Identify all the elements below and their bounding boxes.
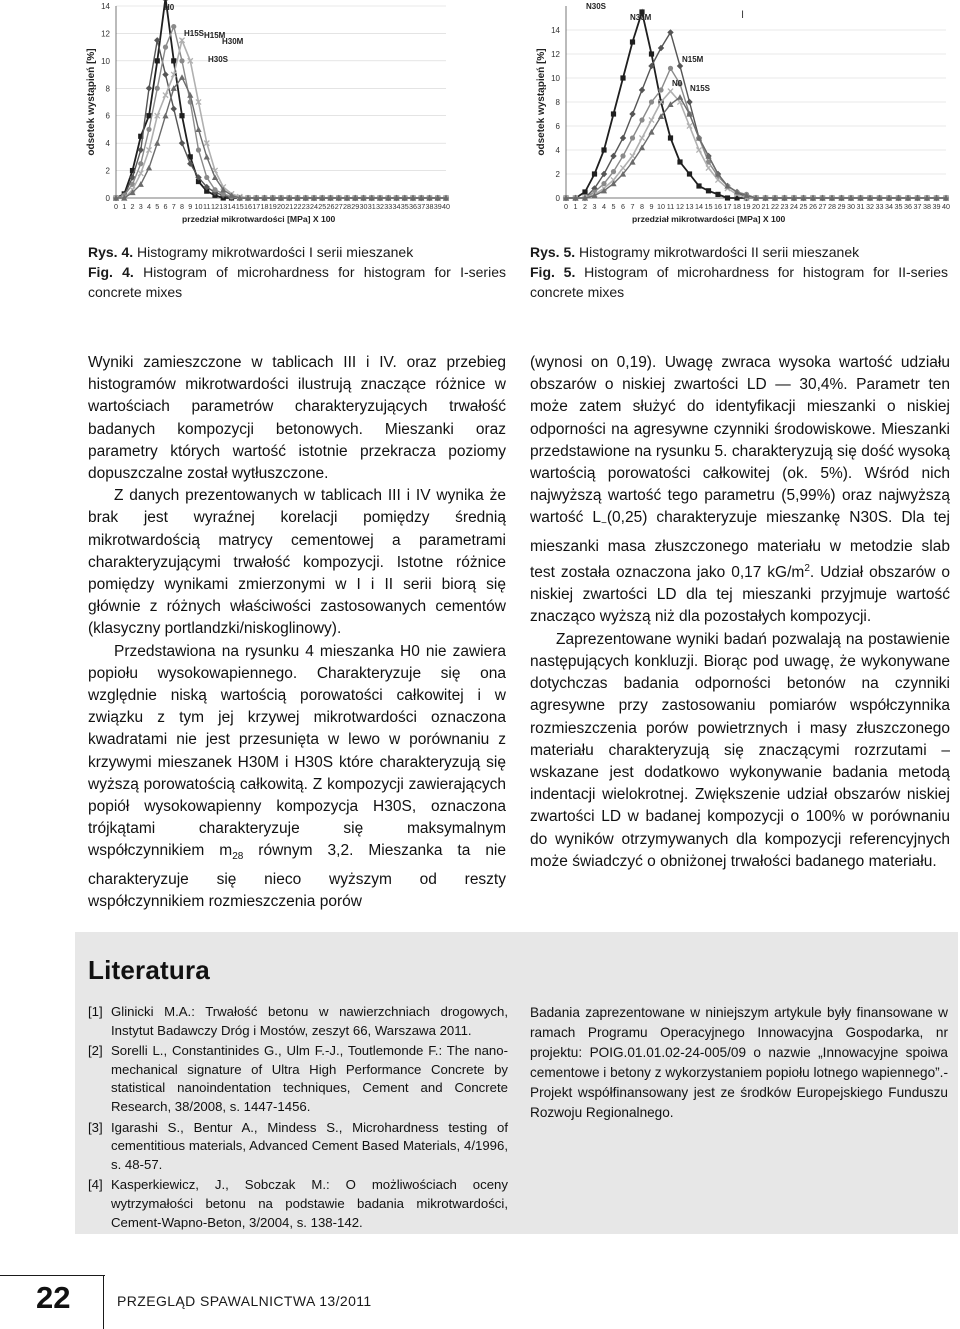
x-tick-label: 7 [630, 202, 635, 211]
references-list [88, 1003, 508, 1234]
caption-fig4-text-en: Histogram of microhardness for histogram for I-series concrete mixes [88, 264, 506, 300]
data-point [179, 58, 184, 63]
series-label: N15M [682, 55, 704, 64]
x-tick-label: 31 [367, 202, 376, 211]
right-paragraph: Zaprezentowane wyniki badań pozwalają na postawienie następujących konkluzji. Biorąc pod uwagę, że wykonywane dotychczas badania odporności betonów na czynniki agresywne przy zastosowaniu pomiarów współczynnika rozmieszczenia porów powietrznych i masy złuszczonego materiału charakteryzują się znaczącymi rozrzutami – wskazane jest dodatkowo wykonywanie badania metodą indentacji wielokrotnej. Zwiększenie udział obszarów niskiej zwartości LD w badanej kompozycji o 100% w porównaniu do wyników otrzymywanych dla kompozycji referencyjnych może świadczyć o obniżonej trwałości badanego materiału. [530, 630, 950, 870]
x-tick-label: 22 [771, 202, 779, 211]
chart-fig4 [82, 0, 452, 232]
x-tick-label: 1 [573, 202, 578, 211]
funding-note: Badania zaprezentowane w niniejszym artykule były finansowane w ramach Programu Operacyjnego Innowacyjna Gospodarka, nr projektu: POIG.01.01.02-24-005/09 o nazwie „Innowacyjne spoiwa cementowe i betony z wykorzystaniem popiołu lotnego wapiennego”.- Projekt współfinansowany jest ze środków Europejskiego Funduszu Rozwoju Regionalnego. [530, 1005, 948, 1120]
x-tick-label: 0 [564, 202, 568, 211]
x-tick-label: 20 [752, 202, 760, 211]
x-tick-label: 12 [676, 202, 684, 211]
series-H15M [113, 24, 448, 201]
x-tick-label: 32 [376, 202, 384, 211]
data-point [155, 86, 160, 91]
x-tick-label: 14 [227, 202, 236, 211]
y-tick-label: 4 [105, 139, 110, 149]
data-point [601, 181, 606, 186]
x-tick-label: 14 [695, 202, 703, 211]
data-point [138, 161, 143, 166]
x-tick-label: 39 [932, 202, 941, 211]
data-point [179, 140, 185, 146]
x-tick-label: 23 [780, 202, 789, 211]
x-tick-label: 29 [351, 202, 360, 211]
caption-fig5 [530, 242, 948, 302]
reference-item [88, 1042, 508, 1116]
data-point [171, 24, 176, 29]
data-point [630, 135, 635, 140]
reference-text: Kasperkiewicz, J., Sobczak M.: O możliwościach oceny wytrzymałości betonu na podstawie badania mikrotwardości, Cement-Wapno-Beton, 3/2004, s. 138-142. [111, 1177, 508, 1230]
x-tick-label: 20 [277, 202, 285, 211]
series-N0 [563, 89, 948, 201]
x-tick-label: 9 [188, 202, 193, 211]
caption-fig4-label-en: Fig. 4. [88, 264, 134, 280]
reference-number: [2] [88, 1043, 103, 1059]
data-point [639, 87, 645, 93]
x-tick-label: 37 [913, 202, 922, 211]
y-tick-label: 6 [105, 111, 110, 121]
x-tick-label: 27 [818, 202, 827, 211]
data-point [138, 181, 144, 187]
left-column [88, 352, 506, 913]
x-tick-label: 26 [809, 202, 817, 211]
x-tick-label: 8 [640, 202, 644, 211]
y-tick-label: 14 [101, 2, 110, 11]
data-point [171, 58, 176, 63]
data-point [212, 187, 217, 192]
x-tick-label: 5 [155, 202, 160, 211]
series-line [566, 97, 946, 198]
x-tick-label: 11 [203, 202, 211, 211]
x-tick-label: 35 [894, 202, 903, 211]
data-point [630, 39, 635, 44]
page-number: 22 [36, 1280, 71, 1315]
reference-text: Sorelli L., Constantinides G., Ulm F.-J., Toutlemonde F.: The nano-mechanical signature of Ultra High Performance Concrete by statistical nanoindentation techniques, Cement and Concrete Research, 38/2008, s. 1447-1456. [111, 1043, 508, 1114]
series-label: N30M [630, 13, 652, 22]
data-point [171, 106, 177, 112]
figure-5 [532, 0, 952, 232]
y-axis-title: odsetek wystąpień [%] [86, 48, 97, 156]
x-tick-label: 4 [602, 202, 606, 211]
y-tick-label: 12 [101, 29, 110, 39]
reference-number: [1] [88, 1004, 103, 1019]
right-column [530, 352, 950, 873]
data-point [155, 58, 160, 63]
x-tick-label: 40 [442, 202, 450, 211]
data-point [706, 188, 711, 193]
x-tick-label: 36 [904, 202, 912, 211]
x-tick-label: 38 [923, 202, 931, 211]
x-tick-label: 30 [359, 202, 368, 211]
y-tick-label: 0 [555, 194, 560, 203]
x-tick-label: 33 [875, 202, 884, 211]
data-point [611, 169, 616, 174]
series-label: H0 [164, 3, 175, 12]
figure-marker: I [741, 9, 745, 21]
data-point [582, 189, 587, 194]
x-tick-label: 9 [649, 202, 654, 211]
x-tick-label: 32 [866, 202, 874, 211]
x-tick-label: 0 [114, 202, 118, 211]
data-point [668, 66, 673, 71]
x-tick-label: 19 [742, 202, 751, 211]
x-tick-label: 21 [761, 202, 770, 211]
x-tick-label: 28 [343, 202, 351, 211]
x-tick-label: 3 [592, 202, 597, 211]
series-H30M [113, 38, 448, 201]
x-tick-label: 33 [384, 202, 393, 211]
x-tick-label: 37 [417, 202, 426, 211]
reference-item [88, 1003, 508, 1040]
x-tick-label: 38 [425, 202, 434, 211]
x-tick-label: 23 [301, 202, 310, 211]
reference-text: Igarashi S., Bentur A., Mindess S., Microhardness testing of cementitious materials, Advanced Cement Based Materials, 4/1996, s. 48-57. [111, 1119, 508, 1172]
x-tick-label: 12 [211, 202, 219, 211]
x-tick-label: 39 [433, 202, 442, 211]
y-tick-label: 8 [105, 84, 110, 94]
y-tick-label: 0 [105, 194, 110, 203]
figure-4 [82, 0, 452, 232]
y-tick-label: 2 [555, 170, 560, 179]
y-tick-label: 4 [555, 146, 560, 155]
data-point [204, 175, 209, 180]
data-point [649, 51, 654, 56]
data-point [179, 113, 184, 118]
right-paragraph: (wynosi on 0,19). Uwagę zwraca wysoka wartość udziału obszarów o niskiej zwartości LD — 30,4%. Parametr ten może zatem służyć do identyfikacji mieszanki o niskiej odporności na agresywne czynniki środowiskowe. Mieszanki przedstawione na rysunku 5. charakteryzują się dość wysoką wartością porowatości całkowitej (ok. 5%). Wśród nich najwyższą wartość tego parametru (5,99%) oraz najwyższą wartość $L_-(0,25)$ charakteryzuje mieszankę N30S. Dla tej mieszanki masa złuszczonego materiału w metodzie slab test została oznaczona jako 0,17 $kG/m^2$. Udział obszarów o niskiej zwartości LD dla tej mieszanki przyjmuje wartość znacząco wyższą niż dla pozostałych kompozycji. [530, 354, 950, 626]
x-axis-title: przedział mikrotwardości [MPa] X 100 [632, 214, 786, 224]
x-tick-label: 18 [733, 202, 741, 211]
data-point [195, 126, 201, 132]
chart-fig5 [532, 0, 952, 232]
y-axis-title: odsetek wystąpień [%] [536, 48, 547, 156]
x-tick-label: 2 [583, 202, 587, 211]
data-point [162, 71, 168, 77]
data-point [620, 75, 625, 80]
data-point [677, 94, 683, 100]
data-point [146, 165, 152, 171]
data-point [658, 87, 663, 92]
x-tick-label: 15 [235, 202, 244, 211]
x-axis-title: przedział mikrotwardości [MPa] X 100 [182, 214, 336, 224]
x-tick-label: 25 [318, 202, 327, 211]
x-tick-label: 6 [163, 202, 168, 211]
reference-number: [3] [88, 1119, 103, 1135]
data-point [686, 99, 692, 105]
data-point [696, 183, 701, 188]
caption-fig4-label-pl: Rys. 4. [88, 244, 134, 260]
x-tick-label: 7 [171, 202, 176, 211]
x-tick-label: 34 [885, 202, 893, 211]
series-label: N15S [690, 84, 711, 93]
data-point [649, 99, 654, 104]
x-tick-label: 40 [942, 202, 950, 211]
left-paragraph: Wyniki zamieszczone w tablicach III i IV. oraz przebieg histogramów mikrotwardości ilustrują znaczące różnice w wartościach parametrów charakteryzujących trwałość badanych kompozycji betonowych. Mieszanki oraz parametry których wartość istotnie przekracza poziomy dopuszczalne został wytłuszczone. [88, 354, 506, 483]
x-tick-label: 13 [219, 202, 228, 211]
data-point [163, 45, 168, 50]
x-tick-label: 6 [621, 202, 625, 211]
series-line [116, 27, 446, 198]
x-tick-label: 3 [138, 202, 143, 211]
left-paragraph: Przedstawiona na rysunku 4 mieszanka H0 nie zawiera popiołu wysokowapiennego. Charakteryzuje się ona względnie niską wartością porowatości całkowitej i w związku z tym jej krzywej mikrotwardości oznaczona kwadratami nie jest przesunięta w lewo w porównaniu z krzywymi mieszanek H30M i H30S które charakteryzują się wyższą porowatością całkowitą. Z kompozycji zawierających popiół wysokowapienny kompozycja H30S, oznaczona trójkątami charakteryzuje się maksymalnym współczynnikiem $m_{28}$ równym 3,2. Mieszanka ta nie charakteryzuje się nieco wyższym od reszty współczynnikiem rozmieszczenia porów [88, 642, 506, 910]
x-tick-label: 13 [685, 202, 694, 211]
x-tick-label: 8 [180, 202, 184, 211]
data-point [196, 147, 201, 152]
caption-fig5-label-en: Fig. 5. [530, 264, 576, 280]
data-point [620, 153, 625, 158]
x-tick-label: 31 [856, 202, 865, 211]
x-tick-label: 24 [790, 202, 798, 211]
data-point [204, 154, 210, 160]
caption-fig5-text-en: Histogram of microhardness for histogram for II-series concrete mixes [530, 264, 948, 300]
data-point [668, 135, 673, 140]
data-point [610, 153, 616, 159]
series-line [116, 40, 446, 198]
series-label: H15M [204, 31, 226, 40]
reference-item [88, 1176, 508, 1232]
data-point [146, 127, 151, 132]
series-N15S [563, 94, 949, 201]
x-tick-label: 34 [392, 202, 401, 211]
x-tick-label: 10 [194, 202, 203, 211]
series-line [116, 40, 446, 198]
y-tick-label: 10 [551, 74, 560, 83]
x-tick-label: 16 [714, 202, 722, 211]
x-tick-label: 36 [409, 202, 417, 211]
x-tick-label: 35 [400, 202, 409, 211]
series-label: N30S [586, 2, 607, 11]
caption-fig5-label-pl: Rys. 5. [530, 244, 576, 260]
data-point [592, 171, 597, 176]
reference-item [88, 1119, 508, 1175]
x-tick-label: 15 [704, 202, 713, 211]
x-tick-label: 22 [293, 202, 302, 211]
caption-fig5-text-pl: Histogramy mikrotwardości II serii mieszanek [579, 244, 860, 260]
caption-fig4-text-pl: Histogramy mikrotwardości I serii mieszanek [137, 244, 414, 260]
reference-number: [4] [88, 1177, 103, 1193]
series-line [566, 12, 946, 198]
journal-name: PRZEGLĄD SPAWALNICTWA 13/2011 [117, 1293, 372, 1309]
x-tick-label: 19 [268, 202, 277, 211]
x-tick-label: 25 [799, 202, 808, 211]
literature-title: Literatura [88, 955, 210, 985]
y-tick-label: 10 [101, 56, 110, 66]
data-point [715, 192, 720, 197]
x-tick-label: 5 [611, 202, 616, 211]
x-tick-label: 11 [666, 202, 675, 211]
data-point [677, 159, 682, 164]
data-point [639, 117, 644, 122]
y-tick-label: 2 [105, 166, 110, 176]
x-tick-label: 30 [847, 202, 855, 211]
series-line [566, 68, 946, 198]
series-label: H15S [184, 29, 205, 38]
data-point [658, 45, 664, 51]
series-label: N0 [672, 79, 683, 88]
x-tick-label: 17 [252, 202, 261, 211]
series-line [566, 91, 946, 198]
x-tick-label: 2 [130, 202, 135, 211]
data-point [725, 195, 730, 200]
caption-fig4 [88, 242, 506, 302]
y-tick-label: 12 [551, 50, 560, 59]
data-point [601, 147, 606, 152]
footer-rule-vertical [103, 1275, 104, 1329]
series-label: H30M [222, 37, 244, 46]
x-tick-label: 27 [334, 202, 343, 211]
series-line [116, 0, 446, 198]
reference-text: Glinicki M.A.: Trwałość betonu w nawierzchniach drogowych, Instytut Badawczy Dróg i Mostów, zeszyt 66, Warszawa 2011. [111, 1004, 508, 1038]
data-point [611, 111, 616, 116]
x-tick-label: 16 [244, 202, 252, 211]
y-tick-label: 6 [555, 122, 560, 131]
x-tick-label: 24 [310, 202, 318, 211]
x-tick-label: 21 [285, 202, 294, 211]
series-N30S [563, 9, 948, 200]
footer-rule-horizontal [0, 1275, 105, 1276]
data-point [146, 85, 152, 91]
data-point [687, 171, 692, 176]
x-tick-label: 28 [828, 202, 836, 211]
y-tick-label: 14 [551, 26, 560, 35]
x-tick-label: 4 [147, 202, 151, 211]
x-tick-label: 1 [122, 202, 127, 211]
x-tick-label: 10 [657, 202, 665, 211]
data-point [629, 111, 635, 117]
x-tick-label: 17 [723, 202, 732, 211]
data-point [620, 135, 626, 141]
left-paragraph: Z danych prezentowanych w tablicach III i IV wynika że brak jest wyraźnej korelacji pomiędzy średnią mikrotwardością matrycy cementowej a parametrami charakteryzującymi trwałość kompozycji. Istotne różnice pomiędzy wynikami zmierzonymi w I i II serii biorą się głównie z różnych właściwości zastosowanych cementów (klasyczny portlandzki/niskoglinowy). [88, 487, 506, 638]
x-tick-label: 29 [837, 202, 846, 211]
x-tick-label: 18 [260, 202, 269, 211]
x-tick-label: 26 [326, 202, 335, 211]
series-label: H30S [208, 55, 229, 64]
y-tick-label: 8 [555, 98, 560, 107]
